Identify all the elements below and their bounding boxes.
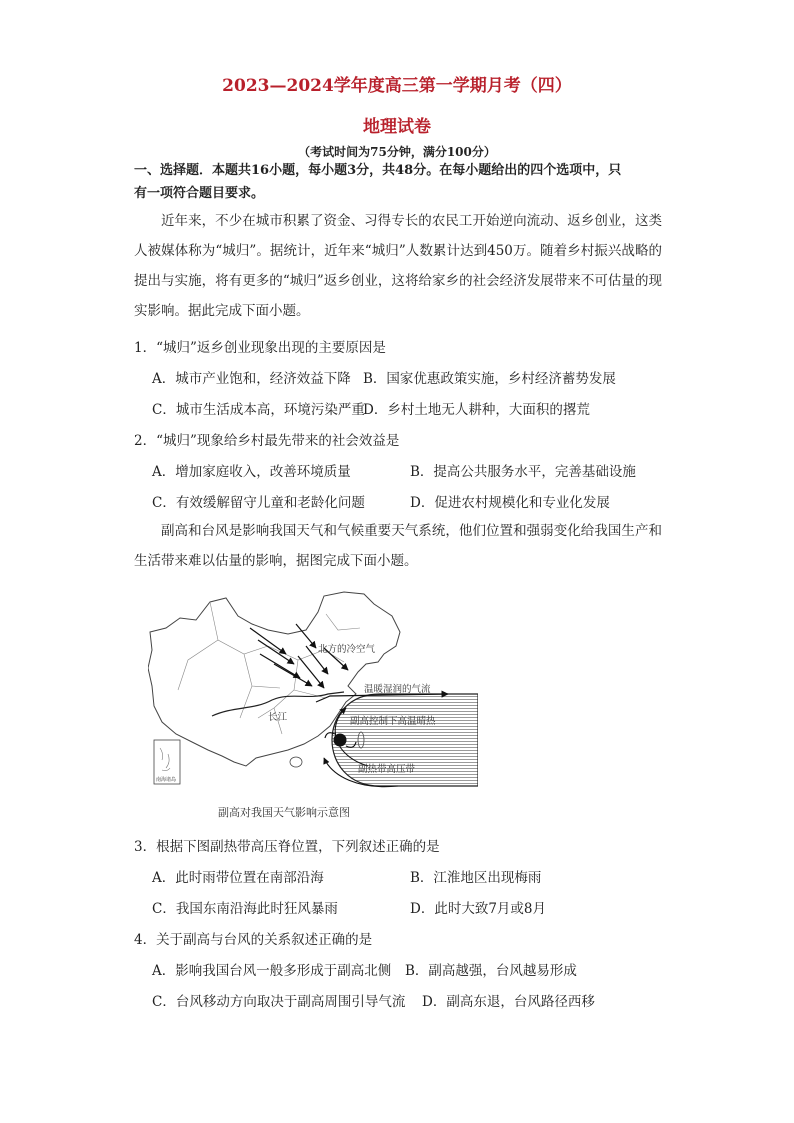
question-2-stem: 2．“城归”现象给乡村最先带来的社会效益是 — [134, 433, 400, 449]
exam-title: 2023—2024学年度高三第一学期月考（四） — [222, 76, 572, 96]
typhoon-icon — [334, 734, 347, 747]
question-1-option-b: B．国家优惠政策实施，乡村经济蓄势发展 — [363, 371, 616, 387]
question-4-stem: 4．关于副高与台风的关系叙述正确的是 — [134, 932, 373, 948]
question-3-option-c: C．我国东南沿海此时狂风暴雨 — [152, 901, 338, 917]
question-3-option-d: D．此时大致7月或8月 — [410, 901, 547, 917]
question-4-option-d: D．副高东退，台风路径西移 — [422, 994, 595, 1010]
label-cold-air: 北方的冷空气 — [318, 644, 376, 655]
label-warm-flow: 温暖湿润的气流 — [364, 684, 431, 695]
inset-label: 南海诸岛 — [156, 777, 177, 783]
question-1-option-c: C．城市生活成本高，环境污染严重 — [152, 402, 365, 418]
question-4-option-b: B．副高越强，台风越易形成 — [405, 963, 577, 979]
passage-1: 近年来，不少在城市积累了资金、习得专长的农民工开始逆向流动、返乡创业，这类人被媒体称为“城归”。据统计，近年来“城归”人数累计达到450万。随着乡村振兴战略的提出与实施，将有更多的“城归”返乡创业，这将给家乡的社会经济发展带来不可估量的现实影响。据此完成下面小题。 — [134, 213, 662, 319]
question-4-option-c: C．台风移动方向取决于副高周围引导气流 — [152, 994, 406, 1010]
section-instructions-line2: 有一项符合题目要求。 — [134, 186, 265, 201]
label-subtropical-high: 副热带高压带 — [358, 764, 416, 775]
question-4-option-a: A．影响我国台风一般多形成于副高北侧 — [152, 963, 392, 979]
label-changjiang: 长江 — [268, 712, 288, 723]
question-3-option-b: B．江淮地区出现梅雨 — [410, 870, 542, 886]
question-1-option-d: D．乡村土地无人耕种，大面积的撂荒 — [363, 402, 590, 418]
question-2-option-d: D．促进农村规模化和专业化发展 — [410, 495, 610, 511]
question-3-option-a: A．此时雨带位置在南部沿海 — [152, 870, 324, 886]
hainan-island — [290, 757, 302, 767]
time-note: （考试时间为75分钟，满分100分） — [298, 145, 496, 159]
label-controlled: 副高控制下高温晴热 — [350, 716, 436, 727]
question-2-option-a: A．增加家庭收入，改善环境质量 — [152, 464, 351, 480]
map-caption: 副高对我国天气影响示意图 — [218, 806, 350, 819]
question-3-stem: 3．根据下图副热带高压脊位置，下列叙述正确的是 — [134, 839, 440, 855]
question-1-option-a: A．城市产业饱和，经济效益下降 — [152, 371, 351, 387]
question-1-stem: 1．“城归”返乡创业现象出现的主要原因是 — [134, 340, 386, 356]
passage-2: 副高和台风是影响我国天气和气候重要天气系统，他们位置和强弱变化给我国生产和生活带来难以估量的影响，据图完成下面小题。 — [134, 523, 662, 569]
question-2-option-b: B．提高公共服务水平，完善基础设施 — [410, 464, 636, 480]
subtropical-high-map — [148, 590, 478, 800]
question-2-option-c: C．有效缓解留守儿童和老龄化问题 — [152, 495, 365, 511]
subject-title: 地理试卷 — [363, 117, 431, 137]
section-instructions-line1: 一、选择题．本题共16小题，每小题3分，共48分。在每小题给出的四个选项中，只 — [134, 163, 622, 178]
